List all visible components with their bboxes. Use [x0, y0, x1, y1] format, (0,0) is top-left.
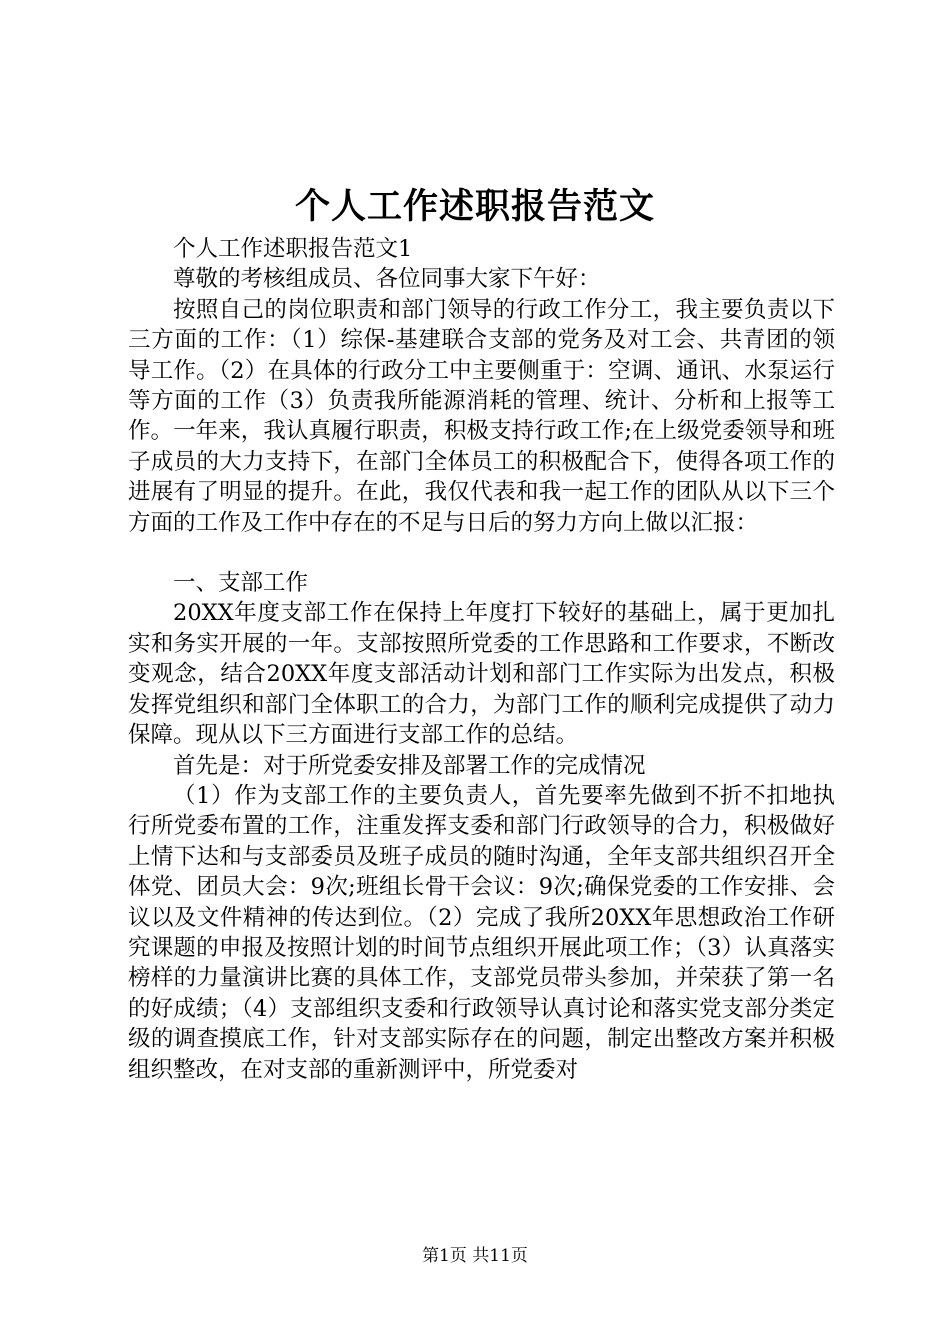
- section-heading: 一、支部工作: [173, 570, 309, 597]
- greeting-paragraph: 尊敬的考核组成员、各位同事大家下午好：: [173, 266, 601, 293]
- intro-paragraph: 按照自己的岗位职责和部门领导的行政工作分工，我主要负责以下三方面的工作：（1）综保-基建联合支部的党务及对工会、共青团的领导工作。（2）在具体的行政分工中主要侧重于：空调、通讯、水泵运行等方面的工作（3）负责我所能源消耗的管理、统计、分析和上报等工作。一年来，我认真履行职责，积极支持行政工作;在上级党委领导和班子成员的大力支持下，在部门全体员工的积极配合下，使得各项工作的进展有了明显的提升。在此，我仅代表和我一起工作的团队从以下三个方面的工作及工作中存在的不足与日后的努力方向上做以汇报：: [128, 296, 835, 536]
- document-title: 个人工作述职报告范文: [294, 186, 655, 227]
- subtitle-paragraph: 个人工作述职报告范文1: [173, 236, 413, 262]
- detail-paragraph: （1）作为支部工作的主要负责人，首先要率先做到不折不扣地执行所党委布置的工作，注重发挥支委和部门行政领导的合力，积极做好上情下达和与支部委员及班子成员的随时沟通，全年支部共组织召开全体党、团员大会：9次;班组长骨干会议：9次;确保党委的工作安排、会议以及文件精神的传达到位。（2）完成了我所20XX年思想政治工作研究课题的申报及按照计划的时间节点组织开展此项工作；（3）认真落实榜样的力量演讲比赛的具体工作，支部党员带头参加，并荣获了第一名的好成绩；（4）支部组织支委和行政领导认真讨论和落实党支部分类定级的调查摸底工作，针对支部实际存在的问题，制定出整改方案并积极组织整改，在对支部的重新测评中，所党委对: [128, 782, 835, 1083]
- page-number: 第1页 共11页: [422, 1246, 528, 1266]
- section-paragraph: 20XX年度支部工作在保持上年度打下较好的基础上，属于更加扎实和务实开展的一年。支部按照所党委的工作思路和工作要求，不断改变观念，结合20XX年度支部活动计划和部门工作实际为出发点，积极发挥党组织和部门全体职工的合力，为部门工作的顺利完成提供了动力保障。现从以下三方面进行支部工作的总结。: [128, 600, 835, 749]
- document-body: [128, 234, 835, 1085]
- subsection-heading: 首先是：对于所党委安排及部署工作的完成情况: [173, 752, 646, 779]
